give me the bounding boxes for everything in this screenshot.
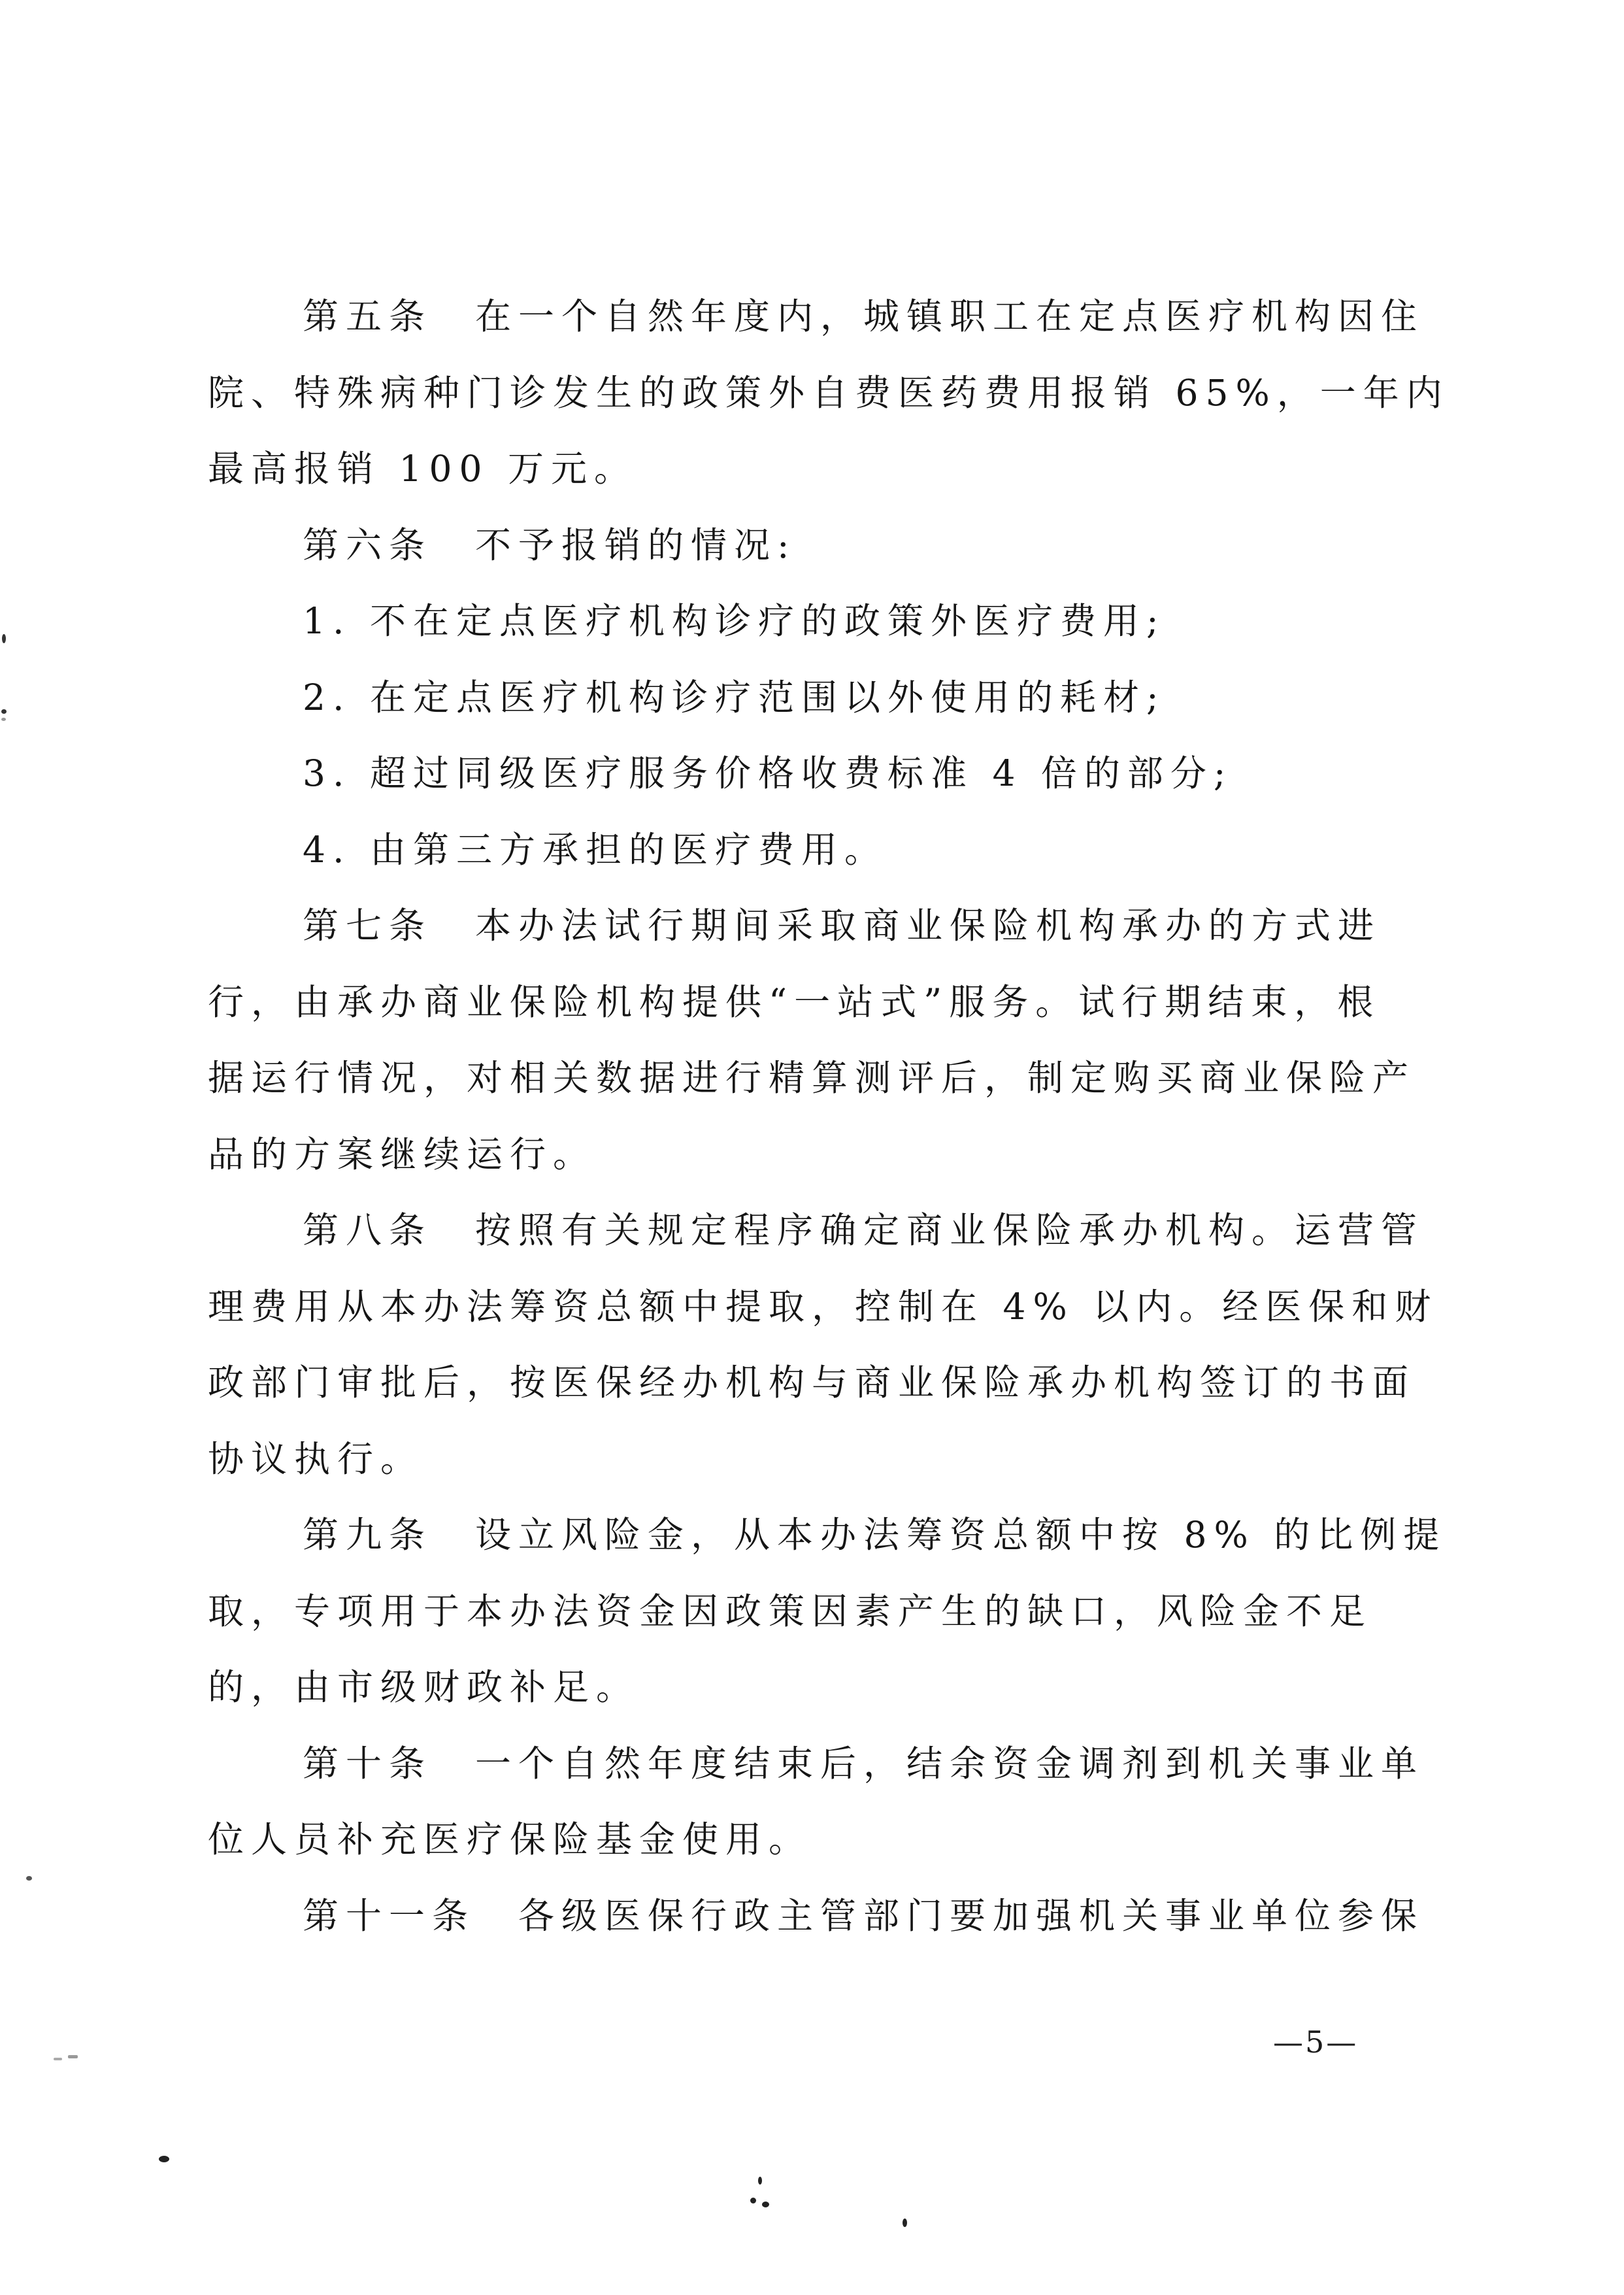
scan-artifact <box>54 2058 62 2060</box>
document-line: 第六条 不予报销的情况: <box>303 524 797 566</box>
document-line: 第七条 本办法试行期间采取商业保险机构承办的方式进 <box>303 905 1382 946</box>
document-line: 第十条 一个自然年度结束后，结余资金调剂到机关事业单 <box>303 1742 1425 1784</box>
document-line: 取，专项用于本办法资金因政策因素产生的缺口，风险金不足 <box>208 1590 1373 1632</box>
document-line: 据运行情况，对相关数据进行精算测评后，制定购买商业保险产 <box>208 1057 1416 1099</box>
scan-artifact <box>68 2055 78 2058</box>
document-line: 品的方案继续运行。 <box>208 1133 597 1175</box>
scan-artifact <box>1 718 6 721</box>
document-line: 第九条 设立风险金，从本办法筹资总额中按 8% 的比例提 <box>303 1514 1447 1556</box>
document-line: 理费用从本办法筹资总额中提取，控制在 4% 以内。经医保和财 <box>208 1285 1438 1328</box>
scan-artifact <box>762 2202 769 2207</box>
document-line: 行，由承办商业保险机构提供“一站式”服务。试行期结束，根 <box>208 980 1381 1023</box>
document-line: 协议执行。 <box>208 1437 424 1480</box>
document-line: 第十一条 各级医保行政主管部门要加强机关事业单位参保 <box>303 1894 1425 1937</box>
scan-artifact <box>1 709 7 714</box>
scan-artifact <box>903 2219 907 2227</box>
document-line: 1. 不在定点医疗机构诊疗的政策外医疗费用; <box>303 600 1166 642</box>
document-line: 第八条 按照有关规定程序确定商业保险承办机构。运营管 <box>303 1209 1425 1251</box>
scan-artifact <box>26 1876 32 1881</box>
document-line: 最高报销 100 万元。 <box>208 448 637 490</box>
document-line: 政部门审批后，按医保经办机构与商业保险承办机构签订的书面 <box>208 1362 1416 1403</box>
document-line: 2. 在定点医疗机构诊疗范围以外使用的耗材; <box>303 676 1166 718</box>
document-line: 4. 由第三方承担的医疗费用。 <box>303 828 887 871</box>
scan-artifact <box>758 2177 762 2185</box>
scan-artifact <box>750 2198 756 2203</box>
document-line: 3. 超过同级医疗服务价格收费标准 4 倍的部分; <box>303 752 1233 794</box>
document-body <box>208 278 1450 1954</box>
document-line: 的，由市级财政补足。 <box>208 1666 640 1708</box>
document-line: 院、特殊病种门诊发生的政策外自费医药费用报销 65%，一年内 <box>208 371 1450 414</box>
scan-artifact <box>159 2156 169 2162</box>
scan-artifact <box>2 634 6 643</box>
page-number: —5— <box>1273 2024 1359 2060</box>
document-line: 位人员补充医疗保险基金使用。 <box>208 1818 812 1860</box>
document-line: 第五条 在一个自然年度内，城镇职工在定点医疗机构因住 <box>303 295 1425 337</box>
